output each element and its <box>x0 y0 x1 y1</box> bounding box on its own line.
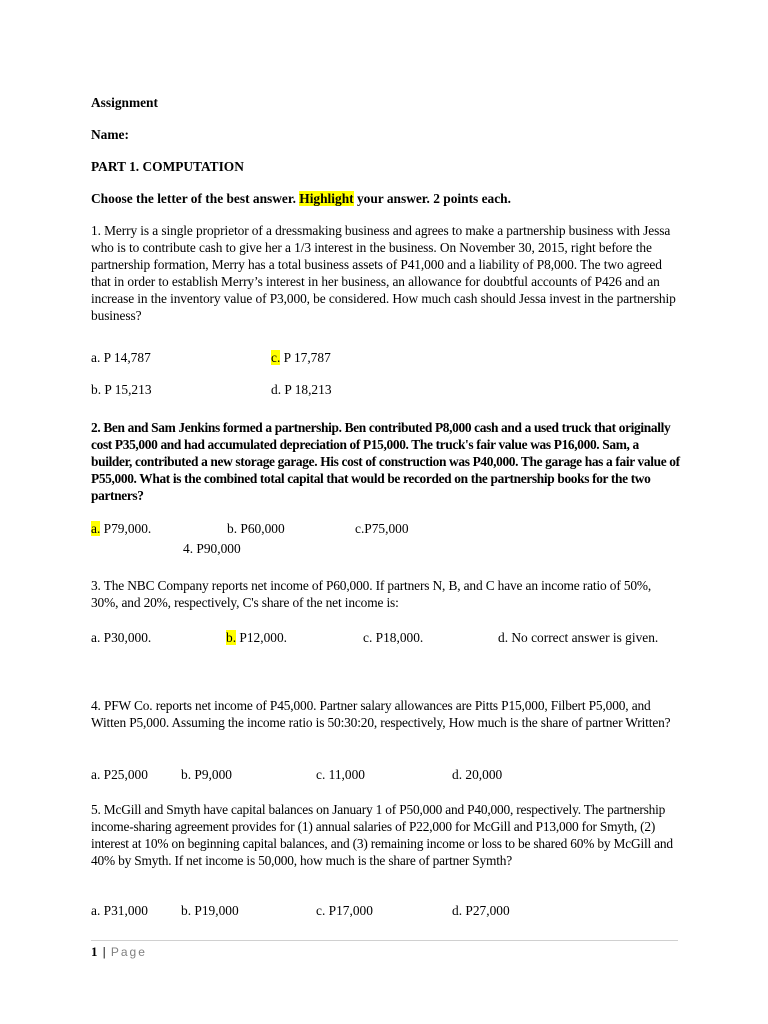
q4-option-c: c. 11,000 <box>316 767 365 782</box>
document-title: Assignment <box>91 95 158 110</box>
q1-option-c-value: P 17,787 <box>280 350 331 365</box>
q2-option-d: 4. P90,000 <box>183 541 241 556</box>
instructions <box>91 190 511 207</box>
page-number: 1 <box>91 944 98 959</box>
footer-divider <box>91 940 678 941</box>
q2-option-c: c.P75,000 <box>355 521 409 536</box>
q3-option-b <box>226 629 287 646</box>
q4-option-a: a. P25,000 <box>91 767 148 782</box>
question-3-text: 3. The NBC Company reports net income of P60,000. If partners N, B, and C have an income ratio of 50%, 30%, and 20%, respectively, C's share of the net income is: <box>91 578 652 610</box>
question-2-text: 2. Ben and Sam Jenkins formed a partnership. Ben contributed P8,000 cash and a used truck that originally cost P35,000 and had accumulated depreciation of P15,000. The truck's fair value was P16,000. Sam, a builder, contributed a new storage garage. His cost of construction was P40,000. The garage has a fair value of P55,000. What is the combined total capital that would be recorded on the partnership books for the two partners? <box>91 420 680 503</box>
instruction-text-end: your answer. 2 points each. <box>353 191 511 206</box>
q5-option-b: b. P19,000 <box>181 903 239 918</box>
q5-option-d: d. P27,000 <box>452 903 510 918</box>
q3-option-b-letter-highlight: b. <box>226 630 237 645</box>
q2-option-a <box>91 520 151 537</box>
question-5-text: 5. McGill and Smyth have capital balances on January 1 of P50,000 and P40,000, respectively. The partnership income-sharing agreement provides for (1) annual salaries of P22,000 for McGill and P13,000 for Smyth, (2) interest at 10% on beginning capital balances, and (3) remaining income or loss to be shared 60% by McGill and 40% by Smyth. If net income is 50,000, how much is the share of partner Symth? <box>91 802 673 868</box>
question-4-text: 4. PFW Co. reports net income of P45,000. Partner salary allowances are Pitts P15,000, Filbert P5,000, and Witten P5,000. Assuming the income ratio is 50:30:20, respectively, How much is the share of partner Written? <box>91 698 671 730</box>
page-footer <box>91 944 147 960</box>
q1-option-c-letter-highlight: c. <box>271 350 281 365</box>
q3-option-a: a. P30,000. <box>91 630 152 645</box>
question-1-text: 1. Merry is a single proprietor of a dressmaking business and agrees to make a partnership business with Jessa who is to contribute cash to give her a 1/3 interest in the business. On November 30, 2015, right before the partnership formation, Merry has a total business assets of P41,000 and a liability of P8,000. The two agreed that in order to establish Merry’s interest in her business, an allowance for doubtful accounts of P426 and an increase in the inventory value of P3,000, be considered. How much cash should Jessa invest in the partnership business? <box>91 223 676 323</box>
part-heading: PART 1. COMPUTATION <box>91 159 244 174</box>
q2-option-a-letter-highlight: a. <box>91 521 101 536</box>
q3-option-b-value: P12,000. <box>236 630 288 645</box>
q5-option-c: c. P17,000 <box>316 903 373 918</box>
name-label: Name: <box>91 127 129 142</box>
instruction-text-start: Choose the letter of the best answer. <box>91 191 300 206</box>
q1-option-d: d. P 18,213 <box>271 382 332 397</box>
q3-option-d: d. No correct answer is given. <box>498 630 659 645</box>
q4-option-b: b. P9,000 <box>181 767 232 782</box>
q2-option-a-value: P79,000. <box>100 521 152 536</box>
q1-option-c <box>271 349 331 366</box>
page-separator: | <box>102 944 106 959</box>
page-label: Page <box>110 945 147 959</box>
instruction-highlight-word: Highlight <box>299 191 354 206</box>
q3-option-c: c. P18,000. <box>363 630 424 645</box>
q2-option-b: b. P60,000 <box>227 521 285 536</box>
q1-option-a: a. P 14,787 <box>91 350 151 365</box>
q4-option-d: d. 20,000 <box>452 767 503 782</box>
q1-option-b: b. P 15,213 <box>91 382 152 397</box>
q5-option-a: a. P31,000 <box>91 903 148 918</box>
